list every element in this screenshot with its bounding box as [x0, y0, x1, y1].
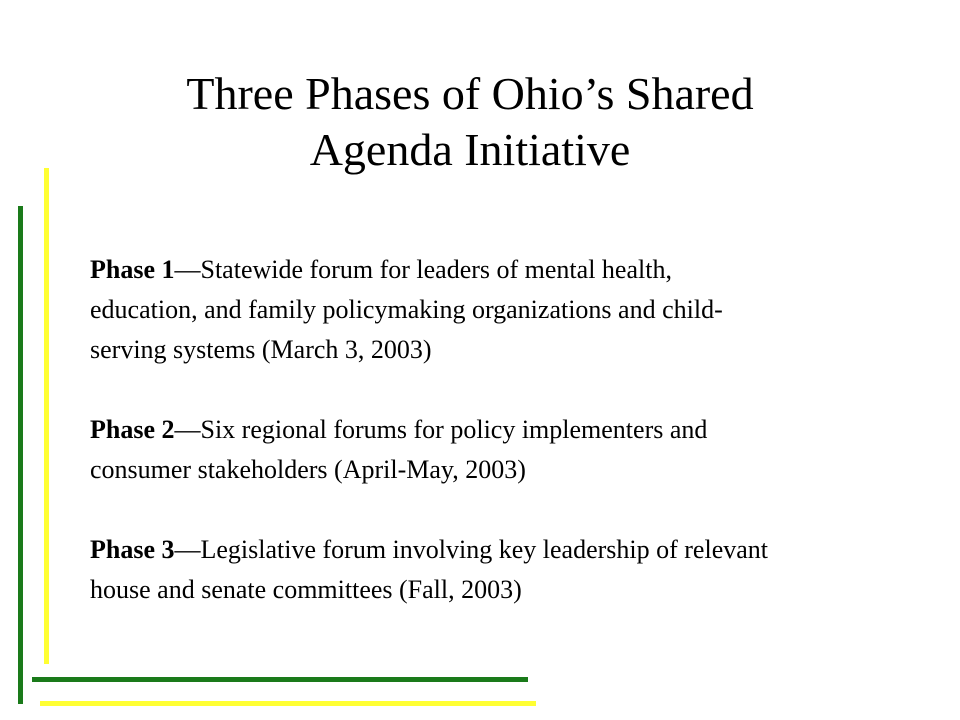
phase-1-text-line-2: education, and family policymaking organizations and child-	[90, 295, 723, 324]
slide-title	[0, 66, 940, 178]
phase-2-text-line-1: —Six regional forums for policy implementers and	[174, 415, 708, 444]
green-horizontal-accent-bar	[32, 677, 528, 682]
phase-2-paragraph	[90, 410, 940, 490]
phase-3-text-line-1: —Legislative forum involving key leadership of relevant	[174, 535, 768, 564]
yellow-horizontal-accent-bar	[40, 701, 536, 706]
phase-3-paragraph	[90, 530, 940, 610]
phase-1-text-line-1: —Statewide forum for leaders of mental health,	[174, 255, 672, 284]
phase-2-text-line-2: consumer stakeholders (April-May, 2003)	[90, 455, 526, 484]
yellow-vertical-accent-bar	[44, 168, 49, 664]
slide-title-line-2: Agenda Initiative	[309, 124, 631, 175]
green-vertical-accent-bar	[18, 206, 23, 704]
phase-1-paragraph	[90, 250, 940, 370]
phase-3-label: Phase 3	[90, 535, 175, 564]
phase-1-label: Phase 1	[90, 255, 175, 284]
phase-3-text-line-2: house and senate committees (Fall, 2003)	[90, 575, 522, 604]
phase-list	[90, 250, 940, 650]
slide-title-line-1: Three Phases of Ohio’s Shared	[186, 68, 754, 119]
phase-2-label: Phase 2	[90, 415, 175, 444]
phase-1-text-line-3: serving systems (March 3, 2003)	[90, 335, 432, 364]
